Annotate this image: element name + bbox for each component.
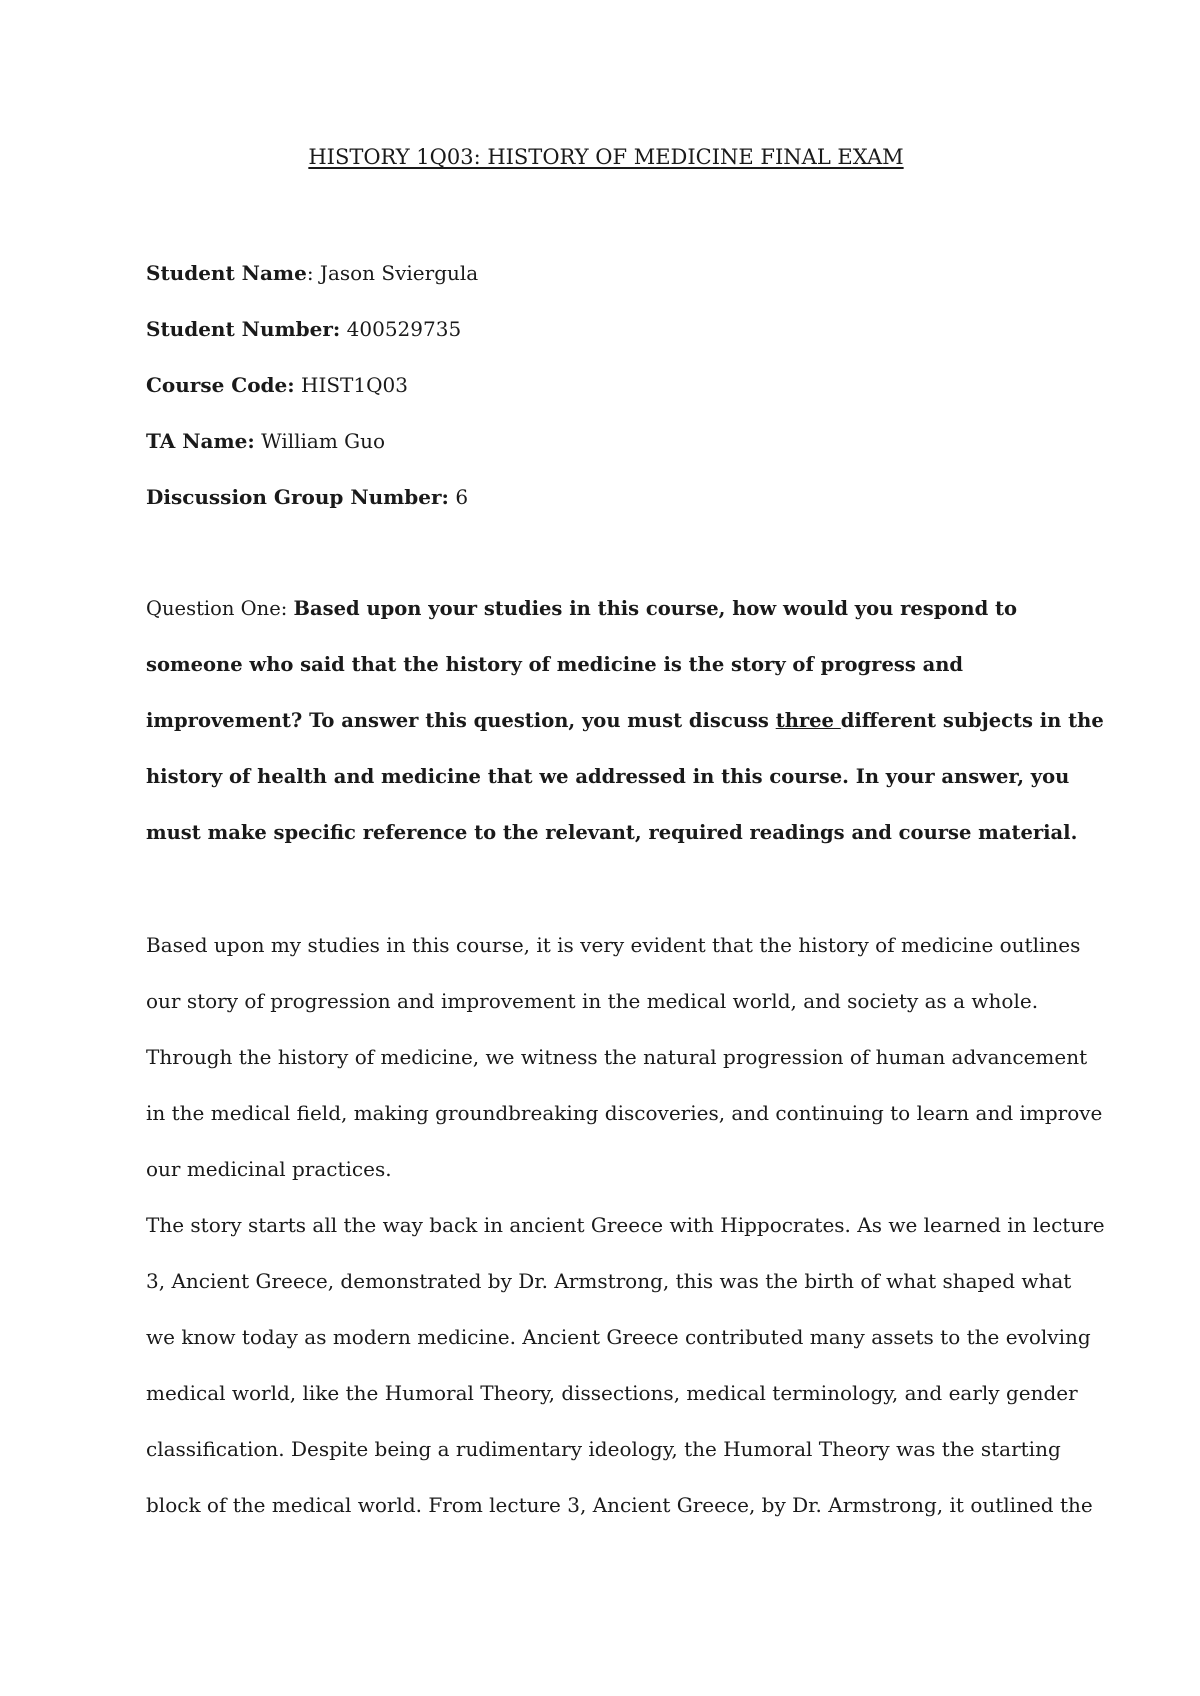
discussion-group-value: 6 (455, 485, 469, 509)
question-text-line-3-start: improvement? To answer this question, you must discuss (146, 709, 776, 732)
question-prefix: Question One: (146, 597, 294, 620)
answer-line: our story of progression and improvement in the medical world, and society as a whole. (146, 989, 1039, 1013)
answer-line: 3, Ancient Greece, demonstrated by Dr. Armstrong, this was the birth of what shaped what (146, 1269, 1072, 1293)
student-number-line (146, 314, 1066, 370)
student-name-value: Jason Sviergula (319, 261, 479, 285)
question-text-line-3-end: different subjects in the (840, 709, 1104, 732)
question-line (146, 594, 1066, 650)
question-one (146, 594, 1104, 874)
question-emphasis-three: three (775, 709, 841, 732)
student-name-separator: : (306, 261, 320, 285)
ta-name-value: William Guo (261, 429, 386, 453)
answer-line: Based upon my studies in this course, it is very evident that the history of medicine outlines (146, 933, 1081, 957)
student-name-line (146, 258, 1066, 314)
course-code-line (146, 370, 1066, 426)
student-info-block (146, 258, 1066, 538)
course-code-label: Course Code: (146, 373, 295, 397)
question-text-line-1: Based upon your studies in this course, how would you respond to (293, 597, 1018, 620)
answer-line: we know today as modern medicine. Ancient Greece contributed many assets to the evolving (146, 1325, 1091, 1349)
document-title: HISTORY 1Q03: HISTORY OF MEDICINE FINAL EXAM (308, 145, 904, 169)
question-text-line-2: someone who said that the history of medicine is the story of progress and (146, 653, 964, 676)
student-number-label: Student Number: (146, 317, 341, 341)
discussion-group-line (146, 482, 1066, 538)
student-name-label: Student Name (146, 261, 307, 285)
ta-name-label: TA Name: (146, 429, 255, 453)
answer-body (146, 930, 1105, 1546)
question-line-3 (146, 706, 1104, 762)
question-text-line-5: must make specific reference to the relevant, required readings and course material. (146, 821, 1078, 844)
question-text-line-4: history of health and medicine that we addressed in this course. In your answer, you (146, 765, 1070, 788)
answer-line: block of the medical world. From lecture 3, Ancient Greece, by Dr. Armstrong, it outlined the (146, 1493, 1093, 1517)
course-code-value: HIST1Q03 (301, 373, 408, 397)
answer-line: in the medical field, making groundbreaking discoveries, and continuing to learn and improve (146, 1101, 1103, 1125)
discussion-group-label: Discussion Group Number: (146, 485, 449, 509)
answer-line: our medicinal practices. (146, 1157, 392, 1181)
answer-line: classification. Despite being a rudimentary ideology, the Humoral Theory was the starting (146, 1437, 1061, 1461)
answer-line: The story starts all the way back in ancient Greece with Hippocrates. As we learned in lecture (146, 1213, 1105, 1237)
answer-line: medical world, like the Humoral Theory, dissections, medical terminology, and early gender (146, 1381, 1078, 1405)
student-number-value: 400529735 (346, 317, 462, 341)
ta-name-line (146, 426, 1066, 482)
answer-line: Through the history of medicine, we witness the natural progression of human advancement (146, 1045, 1088, 1069)
